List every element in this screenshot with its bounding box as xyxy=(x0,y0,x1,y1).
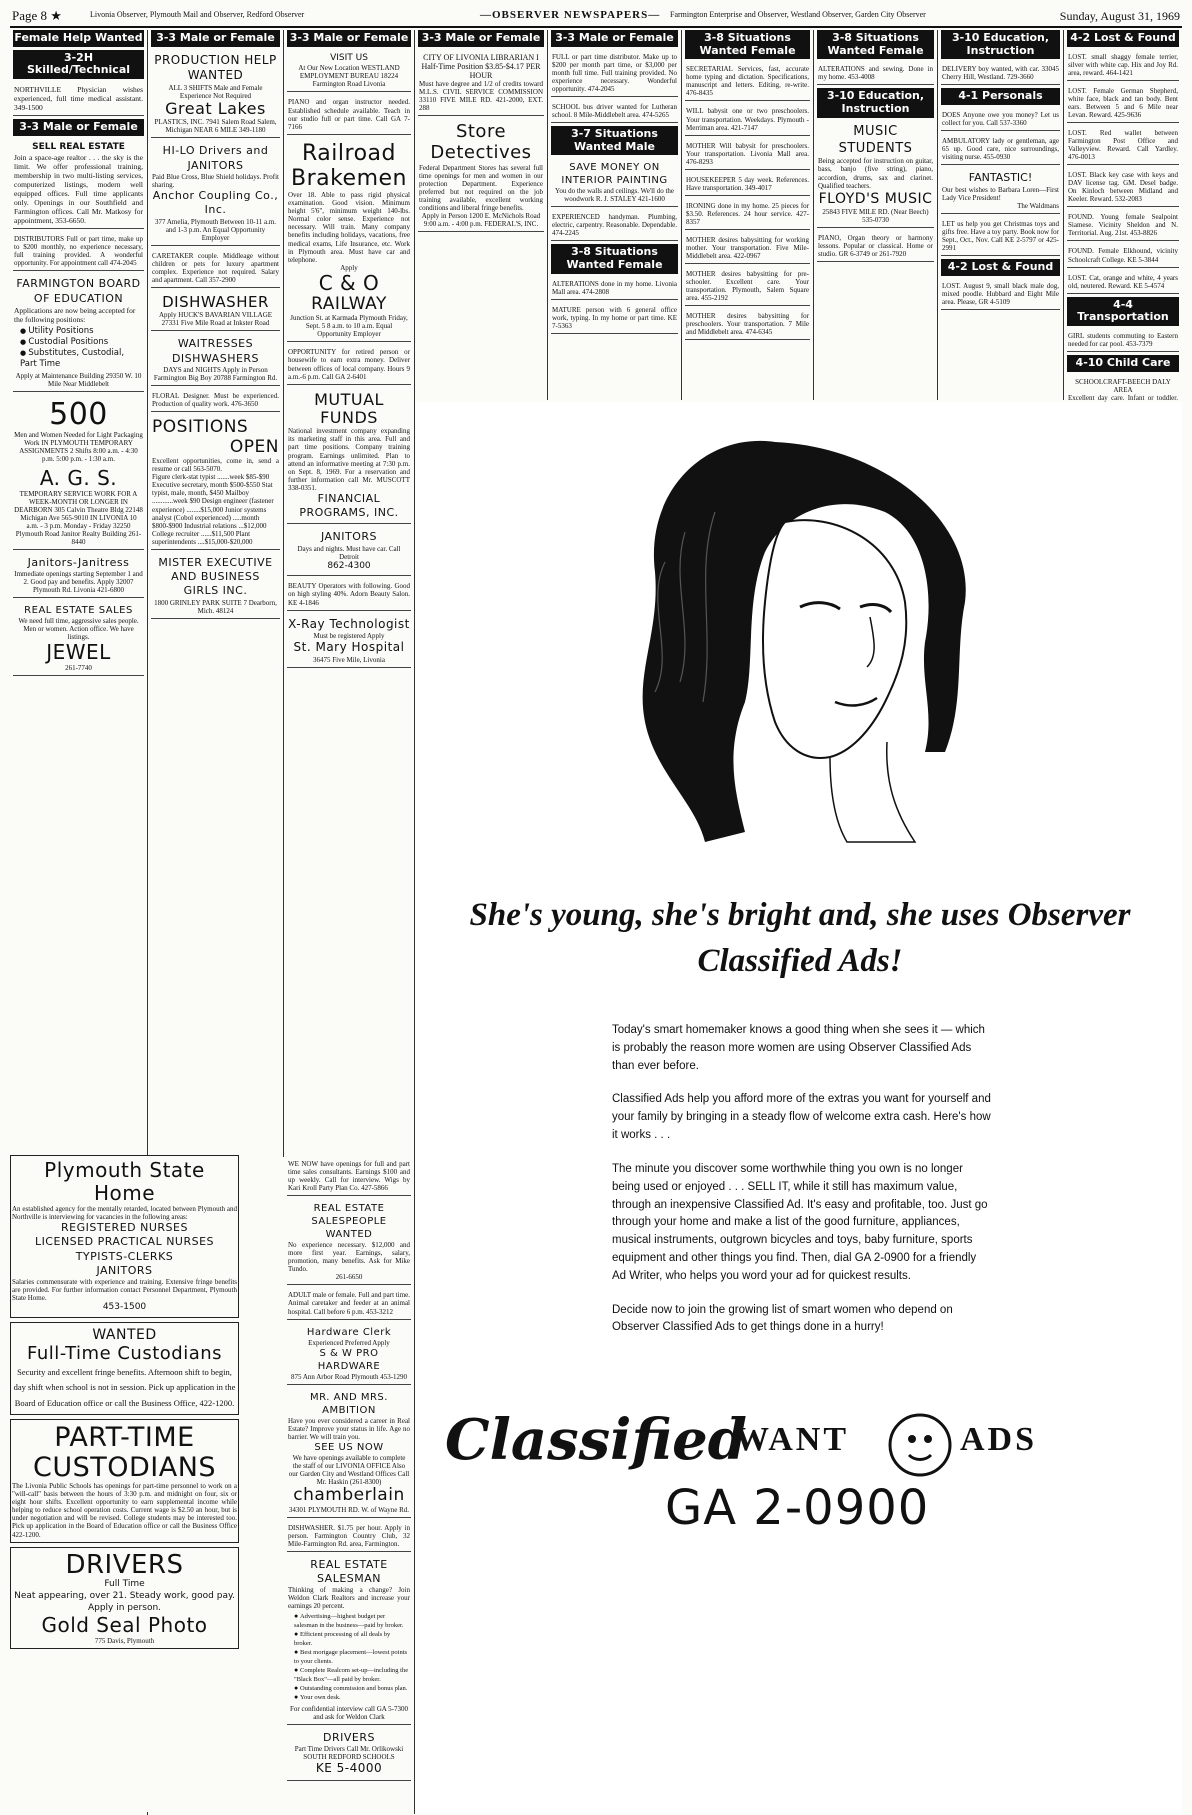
ad-body: Figure clerk-stat typist .......week $85-$90 Executive secretary, month $500-$550 Stat typist, male, month, $450 Mailboy ............week $90 Design engineer (fastener experience) ........$15,000 Junior systems analyst (Cobol experienced) .....month $800-$900 Industrial relations ...$12,000 College recruiter ......$11,500 Plant superintendents ....$15,000-$20,000 xyxy=(152,473,274,546)
list-item: ● Your own desk. xyxy=(294,1693,410,1702)
ad-body: You do the walls and ceilings. We'll do the woodwork R. J. STALEY 421-1600 xyxy=(554,187,675,204)
ad-body: Our best wishes to Barbara Loren—First Lady Vice President! xyxy=(942,185,1059,202)
classified-ad: LOST. Cat, orange and white, 4 years old, neutered. Reward. KE 5-4574 xyxy=(1067,271,1179,294)
list-item: ● Custodial Positions xyxy=(20,337,143,348)
classified-ad: PIANO, Organ theory or harmony lessons. Popular or classical. Home or studio. GR 6-3749 or 261-7920 xyxy=(817,231,934,262)
ad-title: Janitors-Janitress xyxy=(27,555,130,569)
classified-ad: LOST. Female German Shepherd, white face, black and tan body. Bent ears. Between 5 and 6 Mile near Levan. Reward. 425-9636 xyxy=(1067,84,1179,123)
ad-body: 875 Ann Arbor Road Plymouth 453-1290 xyxy=(290,1372,408,1381)
ad-body: ALL 3 SHIFTS Male and Female xyxy=(168,83,263,92)
ad-body: At Our New Location WESTLAND EMPLOYMENT BUREAU 18224 Farmington Road Livonia xyxy=(298,64,400,89)
classified-ad: PIANO and organ instructor needed. Established schedule available. Teach in our studio full or part time. Call GA 7-7166 xyxy=(287,95,411,134)
ad-title: CITY OF LIVONIA LIBRARIAN I Half-Time Position $3.85-$4.17 PER HOUR xyxy=(421,52,541,81)
section-header: 4-2 Lost & Found xyxy=(1067,30,1179,47)
ad-title: Great Lakes xyxy=(165,98,266,118)
classified-ad: LOST. Black key case with keys and DAV license tag. GM. Desel badge. On Kinloch between Midland and Keeler. Reward. 532-2083 xyxy=(1067,168,1179,207)
classified-ad: MOTHER desires babysitting for preschoolers. Your transportation. 7 Mile and Middlebelt area. 474-6345 xyxy=(685,309,810,340)
ad-body: Apply in Person 1200 E. McNichols Road 9:00 a.m. - 4:00 p.m. FEDERAL'S, INC. xyxy=(421,212,541,229)
ad-body: Excellent day care. Infant or toddler. xyxy=(1068,393,1178,402)
classified-ad: CARETAKER couple. Middleage without children or pets for luxury apartment complex. Experience not required. Salary and apartment. Call 357-2900 xyxy=(151,249,280,288)
ad-title: FARMINGTON BOARD OF EDUCATION xyxy=(16,277,141,305)
classified-ad: FLORAL Designer. Must be experienced. Production of quality work. 476-3650 xyxy=(151,389,280,412)
ad-body: Salaries commensurate with experience and training. Extensive fringe benefits are provided. For further information contact Personnel Department, Plymouth State Home. xyxy=(12,1278,237,1303)
classified-display-ad xyxy=(415,402,1182,1814)
classified-ad: FOUND. Young female Sealpoint Siamese. Vicinity Sheldon and N. Territorial. Aug. 21st. 453-8826 xyxy=(1067,210,1179,241)
ad-title: MUSIC STUDENTS xyxy=(838,123,913,156)
ad-body: Have you ever considered a career in Real Estate? Improve your status in life. Age no barrier. We will train you. xyxy=(288,1416,410,1441)
logo-ads-text: ADS xyxy=(960,1421,1038,1458)
list-item: REGISTERED NURSES xyxy=(61,1221,188,1235)
ad-paragraph: Today's smart homemaker knows a good thing when she sees it — which is probably the reason more women are using Observer Classified Ads than ever before. xyxy=(612,1024,985,1072)
list-item: ● Utility Positions xyxy=(20,326,143,337)
classified-ad: MOTHER desires babysitting for working mother. Your transportation. Five Mile-Middlebelt area. 422-0967 xyxy=(685,233,810,264)
ad-body: Excellent opportunities, come in, send a resume or call 563-5070. xyxy=(152,457,279,474)
classified-ad: WE NOW have openings for full and part time sales consultants. Earnings $100 and up weekly. Call for interview. Wigs by Kari Kroll Party Plan Co. 427-5866 xyxy=(287,1157,411,1196)
classified-ad: LOST. Red wallet between Farmington Post Office and Valleyview. Reward. Call Yardley. 476-0013 xyxy=(1067,126,1179,165)
ad-subtitle: Full Time xyxy=(104,1579,145,1590)
ad-body: Being accepted for instruction on guitar, bass, banjo (five string), piano, accordion, drums, sax and clarinet. Qualified teachers. xyxy=(818,157,933,190)
column-8 xyxy=(938,30,1064,400)
ad-title: REAL ESTATE SALESPEOPLE WANTED xyxy=(311,1203,387,1241)
ad-title: Gold Seal Photo xyxy=(41,1613,208,1638)
ad-title: WANTED xyxy=(92,1327,157,1344)
ad-body: Experienced Preferred Apply xyxy=(308,1338,390,1347)
classified-ad: FOUND. Female Elkhound, vicinity Schoolcraft College. KE 5-3844 xyxy=(1067,244,1179,267)
ad-copy xyxy=(612,1022,992,1353)
classified-ad: MATURE person with 6 general office work, typing. In my home or part time. KE 7-5363 xyxy=(551,303,678,334)
classified-ad: SCHOOL bus driver wanted for Lutheran school. 8 Mile-Middlebelt area. 474-5265 xyxy=(551,100,678,123)
ad-phone: KE 5-4000 xyxy=(315,1761,383,1776)
column-6 xyxy=(682,30,814,400)
section-header: 4-1 Personals xyxy=(941,88,1060,105)
classified-ad: BEAUTY Operators with following. Good on high styling 40%. Adorn Beauty Salon. KE 4-1846 xyxy=(287,579,411,610)
ad-title: MUTUAL FUNDS xyxy=(314,389,384,427)
classified-ad: WILL babysit one or two preschoolers. Your transportation. Weekdays. Plymouth - Merriman area. 421-7147 xyxy=(685,104,810,135)
ad-title: SEE US NOW xyxy=(314,1441,384,1453)
classified-ad: GIRL students commuting to Eastern needed for car pool. 453-7379 xyxy=(1067,329,1179,352)
classified-ad: IRONING done in my home. 25 pieces for $3.50. References. 24 hour service. 427-8357 xyxy=(685,199,810,230)
classified-ad: ADULT male or female. Full and part time. Animal caretaker and feeder at an animal hospital. Call before 6 p.m. 453-3212 xyxy=(287,1288,411,1319)
ad-title: S & W PRO HARDWARE xyxy=(317,1347,381,1372)
section-header: 3-3 Male or Female xyxy=(151,30,280,47)
section-header: Female Help Wanted xyxy=(13,30,144,47)
ad-body: Days and nights. Must have car. Call Detroit xyxy=(297,544,401,561)
section-header: 3-3 Male or Female xyxy=(287,30,411,47)
section-header: 3-3 Male or Female xyxy=(418,30,544,47)
section-header: 3-10 Education, Instruction xyxy=(941,30,1060,59)
section-header: 3-7 Situations Wanted Male xyxy=(551,126,678,155)
classified-ad: NORTHVILLE Physician wishes experienced, full time medical assistant. 349-1500 xyxy=(13,82,144,116)
ad-body: Must be registered Apply xyxy=(313,632,385,641)
ad-title: X-Ray Technologist xyxy=(288,616,410,631)
column-5 xyxy=(548,30,682,400)
ad-title: OPEN xyxy=(229,436,279,457)
ad-body: Apply at Maintenance Building 29350 W. 10 Mile Near Middlebelt xyxy=(15,372,142,389)
ad-body: Applications are now being accepted for the following positions: xyxy=(14,306,136,325)
ad-body: No experience necessary. $12,000 and more first year. Earnings, salary, promotion, many benefits. Ask for Mike Tundo. xyxy=(288,1241,410,1274)
list-item: ● Best mortgage placement—lowest points to your clients. xyxy=(294,1648,410,1666)
classified-ad: AMBULATORY lady or gentleman, age 65 up. Good care, nice surroundings, visiting nurse. 455-0930 xyxy=(941,134,1060,165)
column-9 xyxy=(1064,30,1182,400)
ad-title: Anchor Coupling Co., Inc. xyxy=(152,189,279,217)
masthead xyxy=(10,4,1182,28)
list-item: ● Outstanding commission and bonus plan. xyxy=(294,1684,410,1693)
ad-title: Railroad Brakemen xyxy=(290,140,408,191)
ad-title: VISIT US xyxy=(330,52,368,63)
list-item: ● Efficient processing of all deals by broker. xyxy=(294,1630,410,1648)
ad-body: Experience Not Required xyxy=(179,91,252,100)
ad-title: Hardware Clerk xyxy=(306,1326,392,1338)
ad-title: HI-LO Drivers and JANITORS xyxy=(162,144,269,172)
position-list xyxy=(20,326,143,370)
ad-title: PRODUCTION HELP WANTED xyxy=(154,52,277,83)
ad-phone: 862-4300 xyxy=(327,560,371,571)
list-item: ● Substitutes, Custodial, Part Time xyxy=(20,348,143,370)
ad-headline: She's young, she's bright and, she uses Observer Classified Ads! xyxy=(469,897,1131,980)
issue-date: Sunday, August 31, 1969 xyxy=(1059,9,1180,23)
classified-ad: MOTHER Will babysit for preschoolers. Your transportation. Livonia Mall area. 476-8293 xyxy=(685,139,810,170)
classified-ad: ALTERATIONS done in my home. Livonia Mall area. 474-2808 xyxy=(551,277,678,300)
ad-body: National investment company expanding its marketing staff in this area. Full and part time positions. Company training program. Earnings unlimited. Plan to attend an informative meeting at 7:30 p.m. on Sept. 8, 1969. For a reservation and further information call Mr. MUSCOTT 338-0351. xyxy=(288,427,410,492)
logo-script-text: Classified xyxy=(445,1407,747,1473)
ad-body: Men and Women Needed for Light Packaging Work IN PLYMOUTH TEMPORARY ASSIGNMENTS 2 Shifts 8:00 a.m. - 4:30 p.m. 5:00 p.m. - 1:30 a.m. xyxy=(14,431,143,464)
column-7 xyxy=(814,30,938,400)
section-header: 4-2 Lost & Found xyxy=(941,259,1060,276)
classified-ad: ALTERATIONS and sewing. Done in my home. 453-4008 xyxy=(817,62,934,85)
classified-ad: LOST. small shaggy female terrier, silver with white cap. Hix and Joy Rd. area, reward. 464-1421 xyxy=(1067,50,1179,81)
ad-title: FINANCIAL PROGRAMS, INC. xyxy=(299,491,399,520)
ad-body: Neat appearing, over 21. Steady work, good pay. Apply in person. xyxy=(14,1590,235,1613)
ad-body: An established agency for the mentally retarded, located between Plymouth and Northville is interviewing for vacancies in the following areas: xyxy=(12,1205,237,1222)
section-header: 3-2H Skilled/Technical xyxy=(13,50,144,79)
column-3 xyxy=(284,30,415,1157)
ad-title: chamberlain xyxy=(293,1484,405,1505)
ad-title: St. Mary Hospital xyxy=(293,640,405,655)
ad-body: Paid Blue Cross, Blue Shield holidays. Profit sharing. xyxy=(152,173,279,190)
ad-title: SAVE MONEY ON INTERIOR PAINTING xyxy=(561,162,668,187)
ad-title: JEWEL xyxy=(46,640,111,665)
ad-paragraph: The minute you discover some worthwhile thing you own is no longer being used or enjoyed . . . SELL IT, while it still has maximum value, through an inexpensive Classified Ad. It's easy and profitable, too. Just go through your home and make a list of the good furniture, appliances, musical instruments, outgrown bicycles and toys, baby furniture, sports equipment and other things you find. Then, dial GA 2-0900 for a friendly Ad Writer, who helps you word your ad for quickest results. xyxy=(612,1162,988,1282)
ad-title: MR. AND MRS. AMBITION xyxy=(310,1391,388,1416)
ad-title: PART-TIME CUSTODIANS xyxy=(32,1421,217,1483)
ad-body: 34301 PLYMOUTH RD. W. of Wayne Rd. xyxy=(288,1505,410,1514)
classified-ad: DOES Anyone owe you money? Let us collect for you. Call 537-3360 xyxy=(941,108,1060,131)
ad-title: REAL ESTATE SALES xyxy=(24,605,133,617)
ad-title: Store Detectives xyxy=(430,121,532,164)
mascot-icon xyxy=(885,1407,955,1483)
woman-portrait-illustration xyxy=(585,402,1005,872)
ad-phone: 453-1500 xyxy=(102,1302,147,1313)
ad-body: 25843 FIVE MILE RD. (Near Beech) 535-0730 xyxy=(822,207,929,224)
ad-body: TEMPORARY SERVICE WORK FOR A WEEK-MONTH OR LONGER IN DEARBORN 305 Calvin Theatre Bldg 22148 Michigan Ave 565-9010 IN LIVONIA 10 a.m. - 3 p.m. Monday - Friday 32250 Plymouth Road Janitor Realty Building 261-8440 xyxy=(14,489,143,546)
ad-title: MISTER EXECUTIVE AND BUSINESS GIRLS INC. xyxy=(158,555,273,598)
list-item: TYPISTS-CLERKS xyxy=(75,1249,174,1263)
column-2 xyxy=(148,30,284,1157)
ad-title: DRIVERS xyxy=(323,1730,375,1744)
ad-body: Part Time Drivers Call Mr. Orlikowski SOUTH REDFORD SCHOOLS xyxy=(294,1745,404,1762)
page-number: Page 8 ★ xyxy=(12,8,62,23)
ad-body: Federal Department Stores has several full time openings for men and women in our protection Department. Experience preferred but not required on the job training available, excellent working conditions and liberal fringe benefits. xyxy=(419,163,543,212)
ad-title: A. G. S. xyxy=(39,465,118,490)
ad-body: 36475 Five Mile, Livonia xyxy=(313,655,385,664)
ad-body: DAYS and NIGHTS Apply in Person Farmington Big Boy 20788 Farmington Rd. xyxy=(153,365,278,382)
classified-ad: EXPERIENCED handyman. Plumbing, electric, carpentry. Reasonable. Dependable. 474-2245 xyxy=(551,210,678,241)
ad-title: C & O xyxy=(318,270,380,295)
ad-title: 500 xyxy=(49,397,108,433)
ad-body: Join a space-age realtor . . . the sky is the limit. We offer professional training, membership in two multi-listing services, computerized listings, modern well equipped offices. Full time applicants only. Openings in our Southfield and Farmington offices. Call Mr. Matkosy for appointment, 353-6650. xyxy=(14,153,143,226)
classified-want-ads-logo xyxy=(445,1407,1155,1487)
classified-ad: DISTRIBUTORS Full or part time, make up to $200 monthly, no experience necessary, full training provided. A wonderful opportunity. For appointment call 474-2045 xyxy=(13,232,144,271)
publications-right: Farmington Enterprise and Observer, Westland Observer, Garden City Observer xyxy=(670,10,926,19)
ad-title: REAL ESTATE SALESMAN xyxy=(310,1557,388,1586)
ad-phone-number: GA 2-0900 xyxy=(665,1480,930,1536)
ad-title: FANTASTIC! xyxy=(968,171,1033,185)
ad-title: FLOYD'S MUSIC xyxy=(818,190,933,207)
column-3-lower xyxy=(284,1157,415,1814)
list-item: LICENSED PRACTICAL NURSES xyxy=(34,1235,215,1249)
classified-ad: MOTHER desires babysitting for pre-schooler. Excellent care. Your transportation. Plymouth, Salem Square area. 455-2192 xyxy=(685,267,810,306)
ad-title: Plymouth State Home xyxy=(44,1158,205,1205)
benefit-list xyxy=(294,1612,410,1702)
classified-ad: SECRETARIAL Services, fast, accurate home typing and dictation. Specifications, manuscript and letters. Editing, re-write. 476-8435 xyxy=(685,62,810,101)
classified-ad: OPPORTUNITY for retired person or housewife to earn extra money. Deliver between offices of local company. Hours 9 a.m.-6 p.m. Call GA 2-6401 xyxy=(287,345,411,384)
classified-ad: FULL or part time distributor. Make up to $200 per month part time, or $3,000 per month full time. Full training provided. No experience necessary. Wonderful opportunity. 474-2045 xyxy=(551,50,678,97)
column-4 xyxy=(415,30,548,400)
classified-ad: LOST. August 9, small black male dog, mixed poodle. Hubbard and Eight Mile area. Please, GR 4-5109 xyxy=(941,279,1060,310)
section-header: 3-3 Male or Female xyxy=(13,119,144,136)
ad-body: Immediate openings starting September 1 and 2. Good pay and benefits. Apply 32007 Plymouth Rd. Livonia 421-6800 xyxy=(14,570,143,595)
classified-ad: LET us help you get Christmas toys and gifts free. Have a toy party. Book now for Sept., Oct., Nov. Call KE 2-5797 or 425-2991 xyxy=(941,217,1060,256)
classified-ad: DELIVERY boy wanted, with car. 33045 Cherry Hill, Westland. 729-3660 xyxy=(941,62,1060,85)
ad-title: WAITRESSES DISHWASHERS xyxy=(171,337,260,365)
ad-signature: The Waldmans xyxy=(1017,201,1059,210)
ad-phone: 261-6650 xyxy=(335,1273,363,1282)
ad-body: Apply xyxy=(340,263,358,272)
ad-body: Apply HUCK'S BAVARIAN VILLAGE 27331 Five Mile Road at Inkster Road xyxy=(158,311,273,328)
ad-title: DRIVERS xyxy=(65,1549,184,1580)
ad-body: Security and excellent fringe benefits. Afternoon shift to begin, day shift when school is not in session. Pick up application in the Board of Education office or call the Business Office, 422-1200. xyxy=(13,1366,236,1408)
ad-body: For confidential interview call GA 5-7300 and ask for Weldon Clark xyxy=(290,1704,408,1721)
ad-phone: 261-7740 xyxy=(65,664,92,673)
section-header: 4-4 Transportation xyxy=(1067,297,1179,326)
ad-title: SCHOOLCRAFT-BEECH DALY AREA xyxy=(1075,377,1171,394)
list-item: JANITORS xyxy=(96,1263,153,1277)
ad-title: RAILWAY xyxy=(311,293,387,314)
ad-title: Full-Time Custodians xyxy=(26,1343,223,1365)
classified-ad: DISHWASHER. $1.75 per hour. Apply in person. Farmington Country Club, 32 Mile-Farmington Rd. area, Farmington. xyxy=(287,1521,411,1552)
ad-body: 377 Amelia, Plymouth Between 10-11 a.m. and 1-3 p.m. An Equal Opportunity Employer xyxy=(154,217,277,242)
ad-body: We have openings available to complete the staff of our LIVONIA OFFICE Also our Garden City and Westland Offices Call Mr. Haskin (261-8300) xyxy=(288,1453,410,1486)
logo-want-text: WANT xyxy=(735,1421,850,1458)
publications-left: Livonia Observer, Plymouth Mail and Observer, Redford Observer xyxy=(90,10,305,19)
ad-paragraph: Decide now to join the growing list of smart women who depend on Observer Classified Ads to get things done in a hurry! xyxy=(612,1303,953,1334)
ad-body: Over 18. Able to pass rigid physical examination. Good vision. Minimum height 5'6", minimum weight 140-lbs. Normal color sense. Experience not necessary. Will train. Many company benefits including holidays, vacations, free medical exams, Life Insurance, etc. Work in Plymouth area. Must have car and telephone. xyxy=(288,191,410,264)
section-header: 3-8 Situations Wanted Female xyxy=(551,244,678,273)
ad-body: Must have degree and 1/2 of credits toward M.L.S. CIVIL SERVICE COMMISSION 33110 FIVE MILE RD. 421-2000, EXT. 288 xyxy=(419,80,543,113)
ad-body: The Livonia Public Schools has openings for part-time personnel to work on a "will-call" basis between the hours of 3:30 p.m. and midnight on four, six or eight hour shifts. Excellent opportunity to earn supplemental income while helping to reduce school operation costs. Current wage is $2.50 an hour, but is under negotiation and will be revised. College students may be interested too. Pick up application in the Board of Education office or call the Business Office 422-1200. xyxy=(12,1482,237,1539)
section-header: 3-8 Situations Wanted Female xyxy=(817,30,934,59)
section-header: 3-10 Education, Instruction xyxy=(817,88,934,117)
ad-body: 1800 GRINLEY PARK SUITE 7 Dearborn, Mich. 48124 xyxy=(154,598,277,615)
ad-title: DISHWASHER xyxy=(162,293,269,312)
ad-title: SELL REAL ESTATE xyxy=(32,141,125,152)
lower-wide-ads xyxy=(10,1155,242,1812)
ad-body: PLASTICS, INC. 7941 Salem Road Salem, Michigan NEAR 6 MILE 349-1180 xyxy=(154,118,277,135)
ad-body: 775 Davis, Plymouth xyxy=(94,1637,155,1646)
list-item: ● Advertising—highest budget per salesman in the business—paid by broker. xyxy=(294,1612,410,1630)
ad-body: Thinking of making a change? Join Weldon Clark Realtors and increase your earnings 20 percent. xyxy=(288,1586,410,1611)
section-header: 3-8 Situations Wanted Female xyxy=(685,30,810,59)
ad-paragraph: Classified Ads help you afford more of the extras you want for yourself and your family by bringing in a steady flow of welcome extra cash. Here's how it works . . . xyxy=(612,1093,991,1142)
section-header: 3-3 Male or Female xyxy=(551,30,678,47)
newspaper-name: —OBSERVER NEWSPAPERS— xyxy=(480,9,661,21)
ad-title: JANITORS xyxy=(320,530,378,544)
classified-ad: HOUSEKEEPER 5 day week. References. Have transportation. 349-4017 xyxy=(685,173,810,196)
ad-body: Junction St. at Karmada Plymouth Friday, Sept. 5 8 a.m. to 10 a.m. Equal Opportunity Employer xyxy=(290,314,408,339)
ad-title: POSITIONS xyxy=(152,417,249,438)
ad-body: We need full time, aggressive sales people. Men or women. Action office. We have listings. xyxy=(18,617,139,642)
section-header: 4-10 Child Care xyxy=(1067,355,1179,372)
list-item: ● Complete Realcom set-up—including the "Black Box"—all paid by broker. xyxy=(294,1666,410,1684)
